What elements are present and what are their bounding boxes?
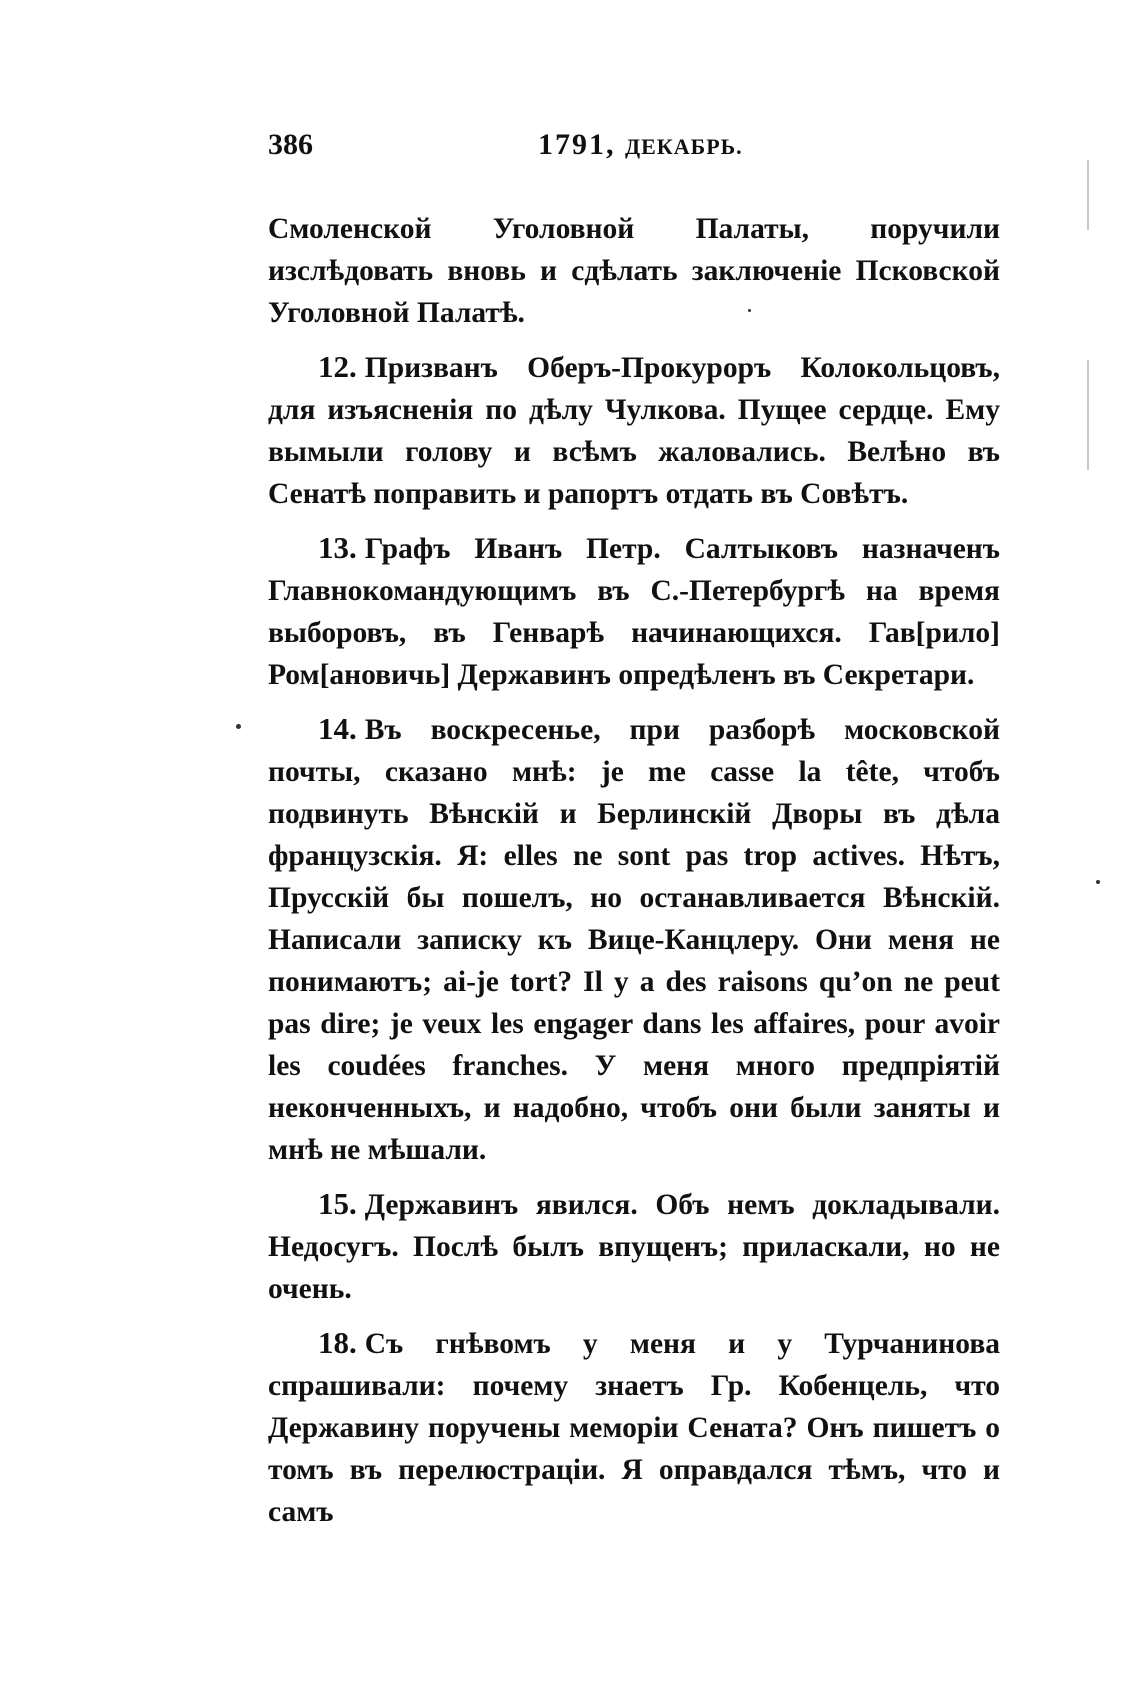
entry-text: Призванъ Оберъ-Прокуроръ Колокольцовъ, для изъясненія по дѣлу Чулкова. Пущее сердце. Ему вымыли голову и всѣмъ жаловались. Велѣно въ Сенатѣ поправить и рапортъ отдать въ Совѣтъ.: [268, 352, 1000, 510]
scan-margin-line: [1087, 360, 1089, 470]
entry-day: 18.: [318, 1325, 357, 1360]
page-header: [268, 128, 1000, 168]
diary-entry-14: [268, 708, 1000, 1171]
entry-day: 13.: [318, 530, 357, 565]
scan-speck: [1096, 880, 1100, 884]
scan-speck: [748, 309, 751, 312]
entry-text: Въ воскресенье, при разборѣ московской почты, сказано мнѣ: je me casse la tête, чтобъ подвинуть Вѣнскій и Берлинскій Дворы въ дѣла французскія. Я: elles ne sont pas trop actives. Нѣтъ, Прусскій бы пошелъ, но останавливается Вѣнскій. Написали записку къ Вице-Канцлеру. Они меня не понимаютъ; ai-je tort? Il y a des raisons qu’on ne peut pas dire; je veux les engager dans les affaires, pour avoir les coudées franches. У меня много предпріятій неконченныхъ, и надобно, чтобъ они были заняты и мнѣ не мѣшали.: [268, 714, 1000, 1166]
entry-text: Графъ Иванъ Петр. Салтыковъ назначенъ Главнокомандующимъ въ С.-Петербургѣ на время выборовъ, въ Генварѣ начинающихся. Гав[рило] Ром[ановичь] Державинъ опредѣленъ въ Секретари.: [268, 533, 1000, 691]
book-page: [268, 128, 1000, 1545]
entry-day: 12.: [318, 349, 357, 384]
running-head-year: 1791,: [538, 128, 616, 161]
diary-entry-18: [268, 1322, 1000, 1533]
running-head: [538, 128, 743, 162]
scan-margin-line: [1087, 160, 1089, 230]
page-number: 386: [268, 128, 313, 161]
scan-speck: [236, 724, 241, 729]
diary-entry-12: [268, 346, 1000, 515]
paragraph-text: Смоленской Уголовной Палаты, поручили изслѣдовать вновь и сдѣлать заключеніе Псковской Уголовной Палатѣ.: [268, 213, 1000, 329]
diary-entry-13: [268, 527, 1000, 696]
paragraph-continuation: [268, 208, 1000, 334]
entry-text: Съ гнѣвомъ у меня и у Турчанинова спрашивали: почему знаетъ Гр. Кобенцель, что Державину поручены меморіи Сената? Онъ пишетъ о томъ въ перелюстраціи. Я оправдался тѣмъ, что и самъ: [268, 1328, 1000, 1528]
page-body: [268, 208, 1000, 1533]
entry-day: 15.: [318, 1186, 357, 1221]
entry-day: 14.: [318, 711, 357, 746]
diary-entry-15: [268, 1183, 1000, 1310]
running-head-month: ДЕКАБРЬ.: [625, 134, 743, 159]
entry-text: Державинъ явился. Объ немъ докладывали. Недосугъ. Послѣ былъ впущенъ; приласкали, но не очень.: [268, 1189, 1000, 1305]
